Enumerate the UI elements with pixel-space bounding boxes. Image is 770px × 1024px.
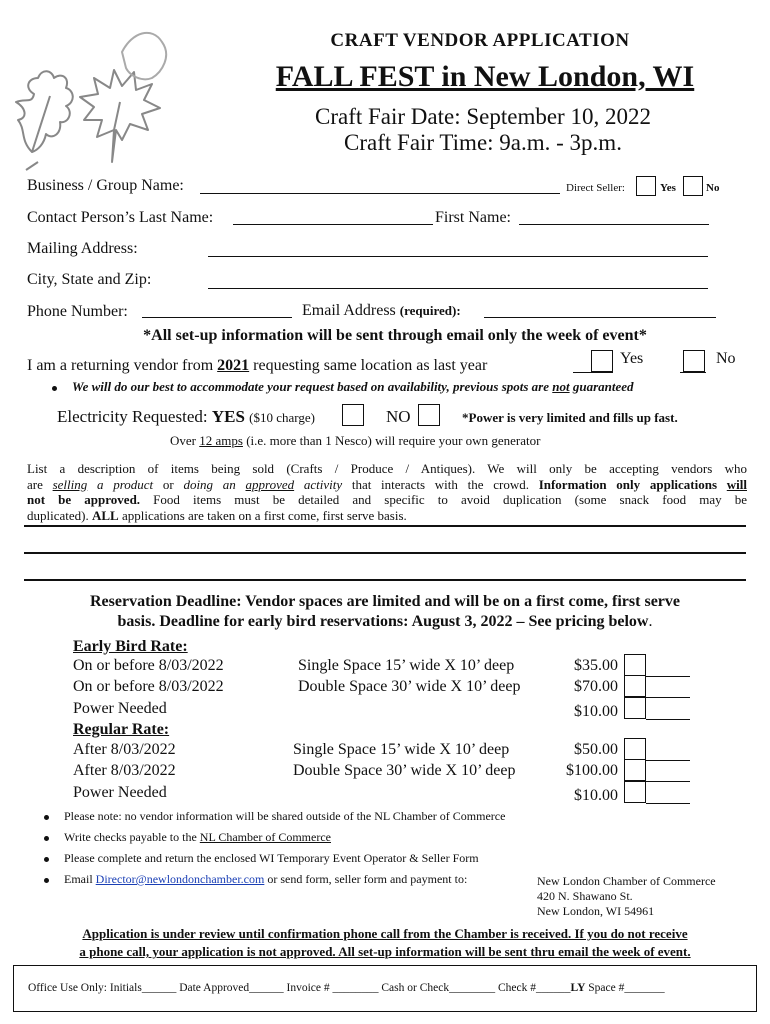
rate-qty-field[interactable] [646,760,690,761]
office-cash-field[interactable]: ________ [449,982,496,994]
bullet [44,815,49,820]
desc-a-product: a product [87,476,154,492]
rate-space: Single Space 15’ wide X 10’ deep [293,741,510,758]
rate-checkbox[interactable] [624,654,646,676]
returning-prefix: I am a returning vendor from [27,357,218,374]
email-label-text: Email Address [302,302,396,319]
first-name-field[interactable] [519,224,709,225]
office-date-field[interactable]: ______ [249,982,284,994]
bullet [44,836,49,841]
email-required: (required): [399,303,461,318]
amps-note [170,433,540,449]
form-heading: CRAFT VENDOR APPLICATION [330,30,630,51]
returning-no-underline [680,372,706,373]
note-checks-payee: NL Chamber of Commerce [199,830,331,844]
description-line-3 [27,492,747,508]
mailing-label: Mailing Address: [27,240,138,257]
director-email-link[interactable]: Director@newlondonchamber.com [95,872,265,886]
note-email-text: Email [64,872,96,886]
accommodate-not: not [552,379,570,394]
returning-no-label: No [716,350,736,367]
business-label: Business / Group Name: [27,177,184,194]
fair-time: Craft Fair Time: 9a.m. - 3p.m. [344,130,622,155]
desc-not-approved: not be approved. [27,492,141,507]
desc-food: Food items must be detailed and specific to avoid duplication (some snack food may be [140,492,747,507]
description-line-4 [27,508,747,524]
rate-checkbox[interactable] [624,759,646,781]
electricity-yes-checkbox[interactable] [342,404,364,426]
direct-seller-yes-checkbox[interactable] [636,176,656,196]
returning-year: 2021 [217,357,250,374]
returning-yes-checkbox[interactable] [591,350,613,372]
rate-checkbox[interactable] [624,738,646,760]
desc-will: will [726,476,747,492]
accommodate-note [72,379,634,395]
rate-price: $50.00 [574,741,618,758]
city-field[interactable] [208,288,708,289]
office-space-label: Space # [585,982,625,994]
rate-checkbox[interactable] [624,675,646,697]
desc-activity: activity [294,476,343,492]
electricity-row [57,407,315,427]
rate-when: On or before 8/03/2022 [73,657,224,674]
desc-duplicated: duplicated). [27,507,92,523]
desc-info-only: Information only applications [538,476,727,492]
desc-or: or [153,476,184,492]
rate-when: On or before 8/03/2022 [73,678,224,695]
address-line-3: New London, WI 54961 [537,904,655,918]
note-email-suffix: or send form, seller form and payment to: [264,872,468,886]
address-line-1: New London Chamber of Commerce [537,874,716,888]
rate-price: $35.00 [574,657,618,674]
city-label: City, State and Zip: [27,271,152,288]
setup-notice: *All set-up information will be sent through email only the week of event* [143,327,647,344]
desc-doing-an: doing an [183,476,236,492]
email-label [302,302,461,320]
direct-seller-yes-label: Yes [660,182,676,194]
bullet [44,878,49,883]
accommodate-text-a: We will do our best to accommodate your request based on availability, previous spots are [72,379,553,394]
note-privacy: Please note: no vendor information will be shared outside of the NL Chamber of Commerce [64,809,506,823]
fair-date: Craft Fair Date: September 10, 2022 [315,104,651,129]
business-name-field[interactable] [200,193,560,194]
electricity-no-label: NO [386,407,411,426]
desc-are: are [27,476,53,492]
returning-vendor-text [27,357,487,375]
description-paragraph [27,461,747,523]
note-checks-text: Write checks payable to the [64,830,200,844]
rate-price: $70.00 [574,678,618,695]
desc-selling: selling [52,476,88,492]
office-cash-label: Cash or Check [378,982,450,994]
desc-all: ALL [91,507,119,523]
rate-space: Single Space 15’ wide X 10’ deep [298,657,515,674]
rate-qty-field[interactable] [646,697,690,698]
rate-when: After 8/03/2022 [73,741,176,758]
office-ly-label: LY [570,982,586,994]
amps-text-a: Over [170,433,200,448]
description-line-field-2[interactable] [24,552,746,554]
office-initials-label: Office Use Only: Initials [28,982,142,994]
review-notice-line-2: a phone call, your application is not approved. All set-up information will be sent thru email the week of event. [79,944,691,959]
reservation-deadline [0,593,770,611]
amps-value: 12 amps [199,433,243,448]
bullet [52,386,57,391]
office-space-field[interactable]: _______ [624,982,665,994]
address-line-2: 420 N. Shawano St. [537,889,633,903]
review-notice-line-1: Application is under review until confirmation phone call from the Chamber is received. If you do not receive [82,926,688,941]
rate-when: Power Needed [73,700,167,717]
contact-last-label: Contact Person’s Last Name: [27,209,214,226]
electricity-label: Electricity Requested: [57,407,208,426]
phone-label: Phone Number: [27,303,128,320]
note-return-form: Please complete and return the enclosed WI Temporary Event Operator & Seller Form [64,851,479,865]
mailing-field[interactable] [208,256,708,257]
desc-interacts: that interacts with the crowd. [342,476,539,492]
office-use-fields [28,982,665,994]
accommodate-text-b: guaranteed [569,379,634,394]
rate-price: $10.00 [574,703,618,720]
note-checks [64,830,331,845]
early-bird-title: Early Bird Rate: [73,638,188,655]
rate-checkbox[interactable] [624,781,646,803]
amps-text-b: (i.e. more than 1 Nesco) will require your own generator [242,433,541,448]
rate-price: $100.00 [566,762,618,779]
desc-first-come: applications are taken on a first come, first serve basis. [118,507,407,523]
office-invoice-label: Invoice # [283,982,333,994]
description-line-field-1[interactable] [24,525,746,527]
rate-qty-field[interactable] [646,719,690,720]
electricity-no-checkbox[interactable] [418,404,440,426]
regular-rate-title: Regular Rate: [73,721,170,738]
office-date-label: Date Approved [176,982,250,994]
rate-qty-field[interactable] [646,676,690,677]
first-name-label: First Name: [435,209,511,226]
rate-qty-field[interactable] [646,803,690,804]
description-line-field-3[interactable] [24,579,746,581]
direct-seller-no-label: No [706,182,720,194]
event-title: FALL FEST in New London, WI [275,60,695,93]
description-line-2 [27,477,747,493]
phone-field[interactable] [142,317,292,318]
deadline-label: Reservation Deadline [89,593,237,610]
office-initials-field[interactable]: ______ [141,982,177,994]
office-invoice-field[interactable]: ________ [332,982,379,994]
returning-suffix: requesting same location as last year [249,357,488,374]
electricity-charge: ($10 charge) [249,410,315,425]
returning-no-checkbox[interactable] [683,350,705,372]
chamber-address [537,874,716,919]
desc-approved: approved [245,476,295,492]
rate-space: Double Space 30’ wide X 10’ deep [293,762,516,779]
note-email [64,872,467,887]
rate-when: After 8/03/2022 [73,762,176,779]
rate-when: Power Needed [73,784,167,801]
rate-price: $10.00 [574,787,618,804]
email-field[interactable] [484,317,716,318]
returning-yes-label: Yes [620,350,644,367]
direct-seller-no-checkbox[interactable] [683,176,703,196]
direct-seller-label: Direct Seller: [566,182,625,194]
rate-space: Double Space 30’ wide X 10’ deep [298,678,521,695]
deadline-line2-text: basis. Deadline for early bird reservations: August 3, 2022 – See pricing below [117,613,649,630]
rate-qty-field[interactable] [646,781,690,782]
deadline-text: : Vendor spaces are limited and will be on a first come, first serve [236,593,680,610]
office-check-field[interactable]: ______ [535,982,571,994]
returning-yes-underline [573,372,613,373]
contact-last-field[interactable] [233,224,433,225]
electricity-yes-label: YES [211,407,245,426]
bullet [44,857,49,862]
power-limited-note: *Power is very limited and fills up fast. [462,410,678,425]
reservation-deadline-line2: basis. Deadline for early bird reservations: August 3, 2022 – See pricing below. [117,613,653,630]
office-check-label: Check # [495,982,536,994]
rate-checkbox[interactable] [624,697,646,719]
description-line-1: List a description of items being sold (Crafts / Produce / Antiques). We will only be accepting vendors who [27,461,747,476]
